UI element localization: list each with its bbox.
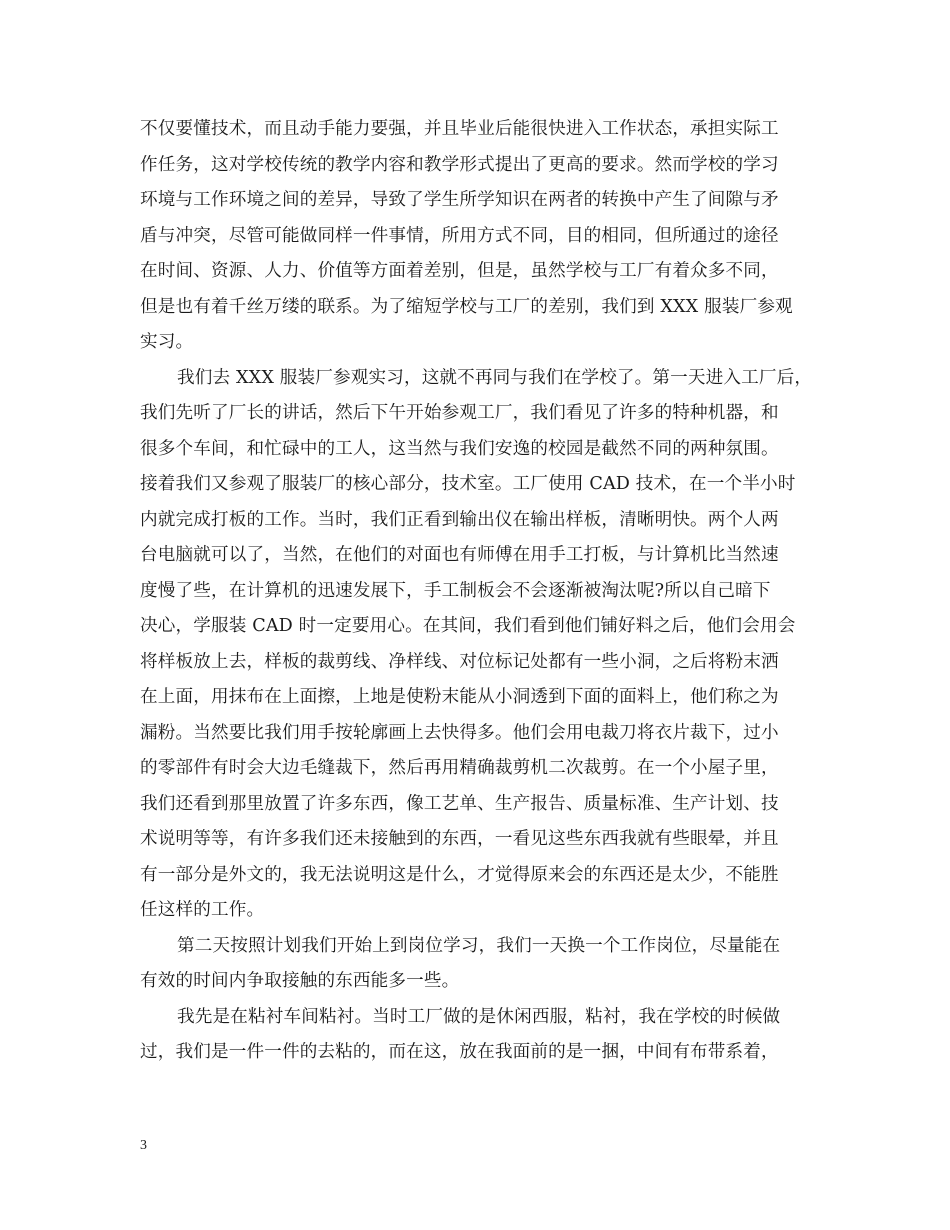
text-line: 实习。 [140,332,194,352]
text-line: 决心，学服装 CAD 时一定要用心。在其间，我们看到他们铺好料之后，他们会用会 [140,616,796,636]
page-number: 3 [140,1138,147,1153]
text-line: 有一部分是外文的，我无法说明这是什么，才觉得原来会的东西还是太少，不能胜 [140,864,779,885]
text-line: 内就完成打板的工作。当时，我们正看到输出仪在输出样板，清晰明快。两个人两 [140,509,779,530]
text-line: 环境与工作环境之间的差异，导致了学生所学知识在两者的转换中产生了间隙与矛 [140,190,779,210]
text-line: 有效的时间内争取接触的东西能多一些。 [140,971,460,991]
text-line: 但是也有着千丝万缕的联系。为了缩短学校与工厂的差别，我们到 XXX 服装厂参观 [140,296,793,317]
text-line: 漏粉。当然要比我们用手按轮廓画上去快得多。他们会用电裁刀将衣片裁下，过小 [140,722,779,743]
text-line: 过，我们是一件一件的去粘的，而在这，放在我面前的是一捆，中间有布带系着， [140,1042,779,1062]
paragraph-2 [140,361,830,929]
text-line: 我们还看到那里放置了许多东西，像工艺单、生产报告、质量标准、生产计划、技 [140,793,779,814]
text-line: 很多个车间，和忙碌中的工人，这当然与我们安逸的校园是截然不同的两种氛围。 [140,438,779,459]
paragraph-4 [140,1000,830,1071]
text-line: 的零部件有时会大边毛缝裁下，然后再用精确裁剪机二次裁剪。在一个小屋子里， [140,758,779,778]
text-line: 接着我们又参观了服装厂的核心部分，技术室。工厂使用 CAD 技术，在一个半小时 [140,474,796,494]
text-line: 我们先听了厂长的讲话，然后下午开始参观工厂，我们看见了许多的特种机器，和 [140,403,779,423]
text-line: 将样板放上去，样板的裁剪线、净样线、对位标记处都有一些小洞，之后将粉末洒 [140,651,779,672]
text-line: 在上面，用抹布在上面擦，上地是使粉末能从小洞透到下面的面料上，他们称之为 [140,687,779,707]
text-line: 我先是在粘衬车间粘衬。当时工厂做的是休闲西服，粘衬，我在学校的时候做 [177,1006,781,1027]
text-line: 不仅要懂技术，而且动手能力要强，并且毕业后能很快进入工作状态，承担实际工 [140,119,779,139]
paragraph-3 [140,929,830,1000]
text-line: 作任务，这对学校传统的教学内容和教学形式提出了更高的要求。然而学校的学习 [140,154,779,175]
paragraph-1 [140,112,830,361]
text-line: 任这样的工作。 [140,900,265,920]
text-line: 我们去 XXX 服装厂参观实习，这就不再同与我们在学校了。第一天进入工厂后， [177,367,813,388]
text-line: 术说明等等，有许多我们还未接触到的东西，一看见这些东西我就有些眼晕，并且 [140,829,779,849]
text-line: 盾与冲突，尽管可能做同样一件事情，所用方式不同，目的相同，但所通过的途径 [140,225,779,246]
text-line: 度慢了些，在计算机的迅速发展下，手工制板会不会逐渐被淘汰呢?所以自己暗下 [140,580,771,601]
text-line: 台电脑就可以了，当然，在他们的对面也有师傅在用手工打板，与计算机比当然速 [140,545,779,565]
text-line: 第二天按照计划我们开始上到岗位学习，我们一天换一个工作岗位，尽量能在 [177,935,781,956]
text-line: 在时间、资源、人力、价值等方面着差别，但是，虽然学校与工厂有着众多不同， [140,261,779,281]
document-body [140,112,830,1071]
